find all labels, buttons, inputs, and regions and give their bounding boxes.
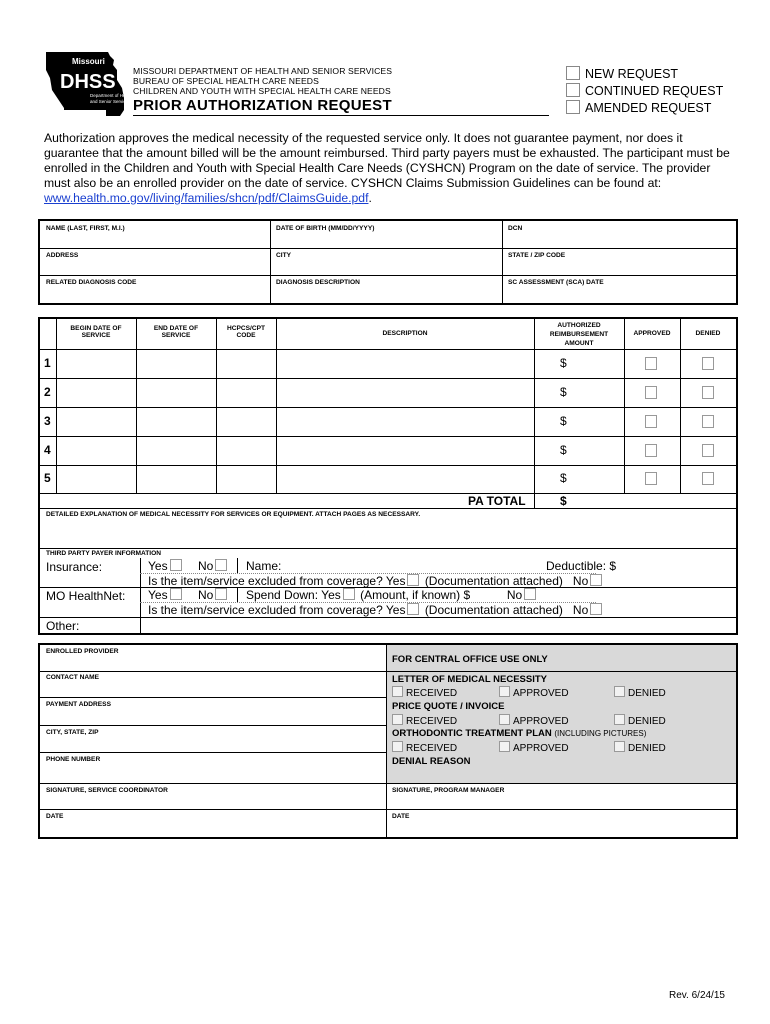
office-date-label: DATE (392, 813, 410, 820)
phone-number-label: PHONE NUMBER (46, 756, 101, 763)
approved-checkbox[interactable] (645, 386, 657, 399)
enrolled-provider-label: ENROLLED PROVIDER (46, 648, 119, 655)
form-title: PRIOR AUTHORIZATION REQUEST (133, 97, 392, 114)
revision-date: Rev. 6/24/15 (669, 990, 725, 1001)
healthnet-excluded-row: Is the item/service excluded from coverage? Yes (Documentation attached) No (148, 603, 604, 617)
diagnosis-description-label: DIAGNOSIS DESCRIPTION (276, 279, 360, 286)
new-request-label: NEW REQUEST (585, 67, 679, 81)
approved-checkbox[interactable] (645, 415, 657, 428)
pq-approved[interactable]: APPROVED (499, 714, 569, 727)
lmn-denied[interactable]: DENIED (614, 686, 666, 699)
logo-top-text: Missouri (72, 57, 105, 66)
provider-office-box (38, 643, 738, 839)
insurance-excluded-no-checkbox[interactable] (590, 574, 602, 586)
spend-down-no-checkbox[interactable] (524, 588, 536, 600)
dcn-field-label: DCN (508, 225, 523, 232)
pa-total-label: PA TOTAL (468, 494, 526, 508)
claims-guide-link[interactable]: www.health.mo.gov/living/families/shcn/pdf/ClaimsGuide.pdf (44, 191, 369, 205)
spend-down-row: Spend Down: Yes (Amount, if known) $ No (246, 588, 538, 602)
otp-denied-checkbox[interactable] (614, 741, 625, 752)
amount-currency: $ (560, 385, 567, 399)
lmn-received[interactable]: RECEIVED (392, 686, 457, 699)
denied-checkbox[interactable] (702, 386, 714, 399)
amount-header: AUTHORIZED REIMBURSEMENT AMOUNT (549, 322, 609, 347)
amount-currency: $ (560, 356, 567, 370)
explanation-label: DETAILED EXPLANATION OF MEDICAL NECESSITY FOR SERVICES OR EQUIPMENT. ATTACH PAGES AS NECESSARY. (46, 511, 421, 518)
logo-sub1: Department of Health (90, 93, 133, 98)
amended-request-option[interactable] (566, 100, 711, 115)
pa-total-currency: $ (560, 494, 567, 508)
lmn-approved[interactable]: APPROVED (499, 686, 569, 699)
denied-checkbox[interactable] (702, 472, 714, 485)
dhss-logo (44, 50, 133, 118)
spend-down-yes-checkbox[interactable] (343, 588, 355, 600)
state-zip-field-label: STATE / ZIP CODE (508, 252, 566, 259)
address-field-label: ADDRESS (46, 252, 79, 259)
healthnet-yes-checkbox[interactable] (170, 588, 182, 600)
services-and-payer-box (38, 317, 738, 635)
new-request-checkbox[interactable] (566, 66, 580, 80)
missouri-state-icon (44, 50, 133, 118)
continued-request-option[interactable] (566, 83, 723, 98)
bureau-name: BUREAU OF SPECIAL HEALTH CARE NEEDS (133, 76, 319, 86)
denied-header: DENIED (695, 330, 721, 337)
insurance-excluded-yes-checkbox[interactable] (407, 574, 419, 586)
approved-header: APPROVED (633, 330, 671, 337)
lmn-label: LETTER OF MEDICAL NECESSITY (392, 674, 548, 685)
healthnet-no-checkbox[interactable] (215, 588, 227, 600)
begin-date-header: BEGIN DATE OF SERVICE (70, 325, 122, 339)
row-number: 5 (44, 471, 51, 485)
continued-request-checkbox[interactable] (566, 83, 580, 97)
healthnet-no[interactable]: No (198, 588, 229, 602)
hcpcs-code-header: HCPCS/CPT CODE (226, 325, 266, 339)
new-request-option[interactable] (566, 66, 678, 81)
diagnosis-code-label: RELATED DIAGNOSIS CODE (46, 279, 137, 286)
denial-reason-label: DENIAL REASON (392, 756, 471, 767)
healthnet-excluded-yes-checkbox[interactable] (407, 603, 419, 615)
amended-request-label: AMENDED REQUEST (585, 101, 712, 115)
insurance-label: Insurance: (46, 560, 103, 574)
row-number: 4 (44, 443, 51, 457)
intro-text: Authorization approves the medical necessity of the requested service only. It does not guarantee payment, nor does it guarantee that the amount billed will be the amount reimbursed. Third party payers must be exhausted. The participant must be enrolled in the Children and Youth with Special Health Care Needs (CYSHCN) Program on the date of service. The provider must also be an enrolled provider on the date of service. CYSHCN Claims Submission Guidelines can be found at: (44, 131, 730, 190)
signature-coordinator-label: SIGNATURE, SERVICE COORDINATOR (46, 787, 168, 794)
name-field-label: NAME (LAST, FIRST, M.I.) (46, 225, 125, 232)
pq-received[interactable]: RECEIVED (392, 714, 457, 727)
lmn-received-checkbox[interactable] (392, 686, 403, 697)
city-field-label: CITY (276, 252, 292, 259)
description-header: DESCRIPTION (382, 330, 428, 337)
otp-approved-checkbox[interactable] (499, 741, 510, 752)
healthnet-yes[interactable]: Yes (148, 588, 184, 602)
signature-manager-label: SIGNATURE, PROGRAM MANAGER (392, 787, 505, 794)
office-use-title: FOR CENTRAL OFFICE USE ONLY (392, 654, 548, 665)
amount-currency: $ (560, 414, 567, 428)
denied-checkbox[interactable] (702, 444, 714, 457)
title-underline (133, 115, 549, 116)
healthnet-excluded-no-checkbox[interactable] (590, 603, 602, 615)
lmn-denied-checkbox[interactable] (614, 686, 625, 697)
sca-date-label: SC ASSESSMENT (SCA) DATE (508, 279, 604, 286)
end-date-header: END DATE OF SERVICE (153, 325, 199, 339)
deductible-label: Deductible: $ (546, 559, 617, 573)
dept-name: MISSOURI DEPARTMENT OF HEALTH AND SENIOR SERVICES (133, 66, 393, 76)
other-payer-label: Other: (46, 619, 80, 633)
logo-sub2: and Senior Services (90, 99, 131, 104)
pq-approved-checkbox[interactable] (499, 714, 510, 725)
pq-received-checkbox[interactable] (392, 714, 403, 725)
denied-checkbox[interactable] (702, 357, 714, 370)
intro-end: . (368, 191, 372, 205)
amount-currency: $ (560, 471, 567, 485)
third-party-title: THIRD PARTY PAYER INFORMATION (46, 550, 162, 557)
intro-paragraph (44, 131, 734, 206)
contact-name-label: CONTACT NAME (46, 674, 99, 681)
participant-info-box (38, 219, 738, 305)
amount-currency: $ (560, 443, 567, 457)
insurance-yes-checkbox[interactable] (170, 559, 182, 571)
insurance-no[interactable]: No (198, 559, 229, 573)
mo-healthnet-label: MO HealthNet: (46, 589, 126, 603)
provider-date-label: DATE (46, 813, 64, 820)
approved-checkbox[interactable] (645, 472, 657, 485)
denied-checkbox[interactable] (702, 415, 714, 428)
otp-received[interactable]: RECEIVED (392, 741, 457, 754)
otp-received-checkbox[interactable] (392, 741, 403, 752)
lmn-approved-checkbox[interactable] (499, 686, 510, 697)
continued-request-label: CONTINUED REQUEST (585, 84, 724, 98)
otp-denied[interactable]: DENIED (614, 741, 666, 754)
pq-denied-checkbox[interactable] (614, 714, 625, 725)
insurance-name-label: Name: (246, 559, 282, 573)
approved-checkbox[interactable] (645, 444, 657, 457)
pq-label: PRICE QUOTE / INVOICE (392, 701, 505, 712)
program-name: CHILDREN AND YOUTH WITH SPECIAL HEALTH CARE NEEDS (133, 86, 391, 96)
amended-request-checkbox[interactable] (566, 100, 580, 114)
payment-address-label: PAYMENT ADDRESS (46, 701, 111, 708)
insurance-excluded-row: Is the item/service excluded from coverage? Yes (Documentation attached) No (148, 574, 604, 588)
otp-approved[interactable]: APPROVED (499, 741, 569, 754)
row-number: 3 (44, 414, 51, 428)
row-number: 2 (44, 385, 51, 399)
city-state-zip-label: CITY, STATE, ZIP (46, 729, 99, 736)
otp-label: ORTHODONTIC TREATMENT PLAN (INCLUDING PICTURES) (392, 728, 647, 739)
row-number: 1 (44, 356, 51, 370)
dob-field-label: DATE OF BIRTH (MM/DD/YYYY) (276, 225, 375, 232)
insurance-yes[interactable]: Yes (148, 559, 184, 573)
approved-checkbox[interactable] (645, 357, 657, 370)
insurance-no-checkbox[interactable] (215, 559, 227, 571)
logo-dhss-text: DHSS (60, 71, 116, 93)
pq-denied[interactable]: DENIED (614, 714, 666, 727)
